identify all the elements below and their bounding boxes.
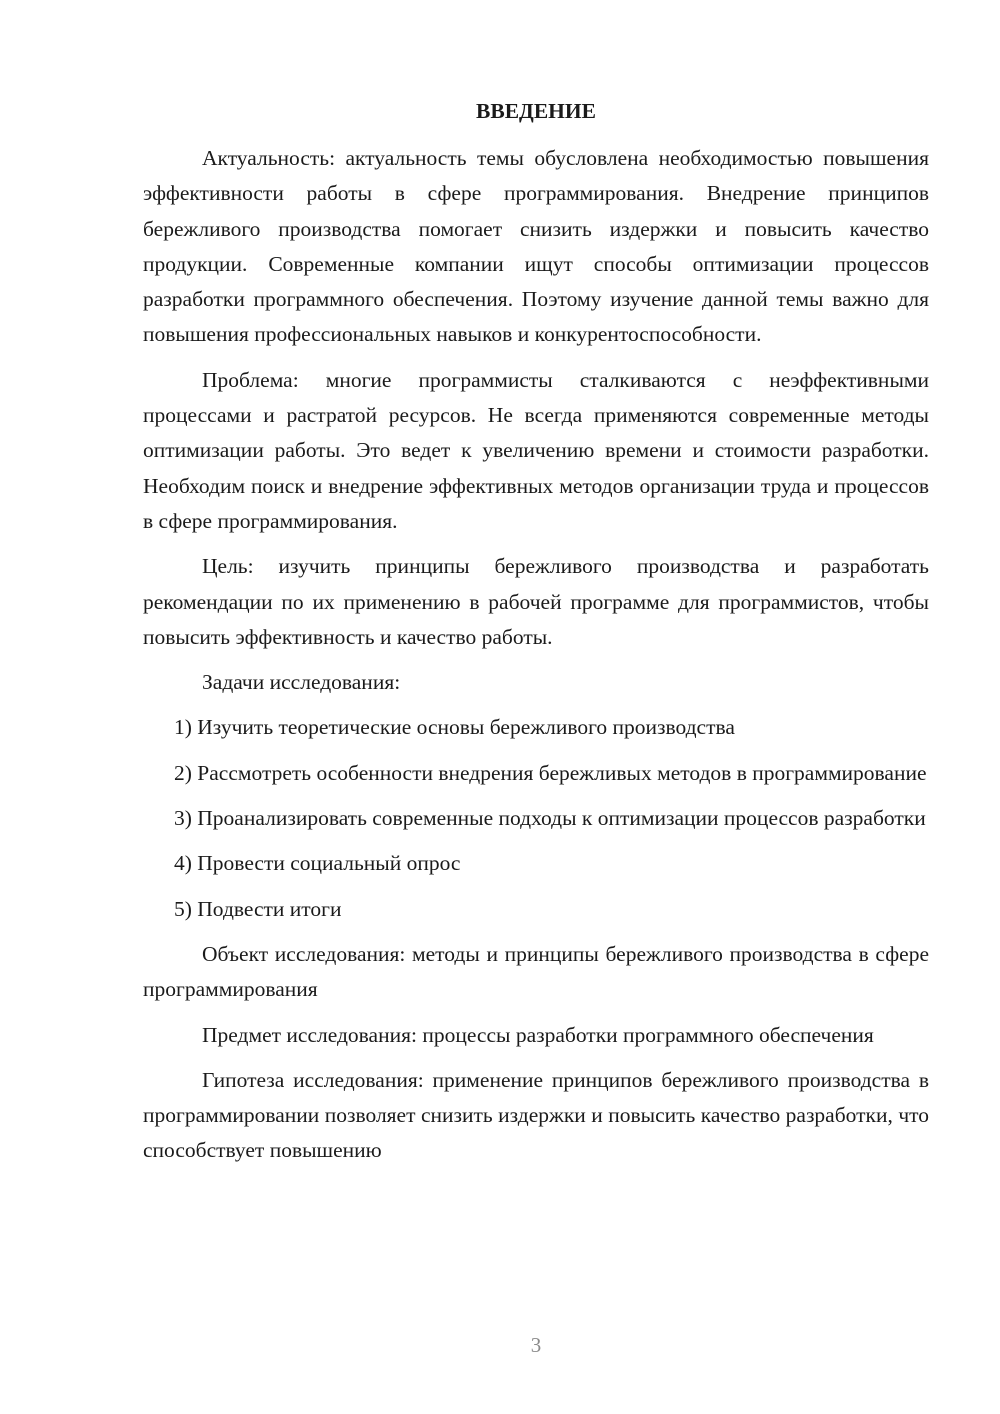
paragraph-hypothesis: Гипотеза исследования: применение принципов бережливого производства в программировании позволяет снизить издержки и повысить качество разработки, что способствует повышению <box>143 1067 929 1163</box>
paragraph-object: Объект исследования: методы и принципы бережливого производства в сфере программирования <box>143 941 929 1002</box>
list-item-task-5: 5) Подвести итоги <box>174 896 342 921</box>
page-title: ВВЕДЕНИЕ <box>476 99 596 123</box>
paragraph-goal: Цель: изучить принципы бережливого производства и разработать рекомендации по их применению в рабочей программе для программистов, чтобы повысить эффективность и качество работы. <box>143 554 929 649</box>
paragraph-tasks-heading: Задачи исследования: <box>202 670 401 695</box>
paragraph-subject: Предмет исследования: процессы разработки программного обеспечения <box>202 1022 874 1047</box>
list-item-task-1: 1) Изучить теоретические основы бережливого производства <box>174 715 735 740</box>
list-item-task-3: 3) Проанализировать современные подходы к оптимизации процессов разработки <box>174 806 926 831</box>
document-page <box>143 94 929 1179</box>
list-item-task-4: 4) Провести социальный опрос <box>174 851 461 876</box>
page-number: 3 <box>530 1333 542 1357</box>
list-item-task-2: 2) Рассмотреть особенности внедрения бережливых методов в программирование <box>174 760 927 785</box>
paragraph-relevance: Актуальность: актуальность темы обусловлена необходимостью повышения эффективности работы в сфере программирования. Внедрение принципов бережливого производства помогает снизить издержки и повысить качество продукции. Современные компании ищут способы оптимизации процессов разработки программного обеспечения. Поэтому изучение данной темы важно для повышения профессиональных навыков и конкурентоспособности. <box>143 146 929 347</box>
paragraph-problem: Проблема: многие программисты сталкиваются с неэффективными процессами и растратой ресурсов. Не всегда применяются современные методы оптимизации работы. Это ведет к увеличению времени и стоимости разработки. Необходим поиск и внедрение эффективных методов организации труда и процессов в сфере программирования. <box>143 367 929 533</box>
